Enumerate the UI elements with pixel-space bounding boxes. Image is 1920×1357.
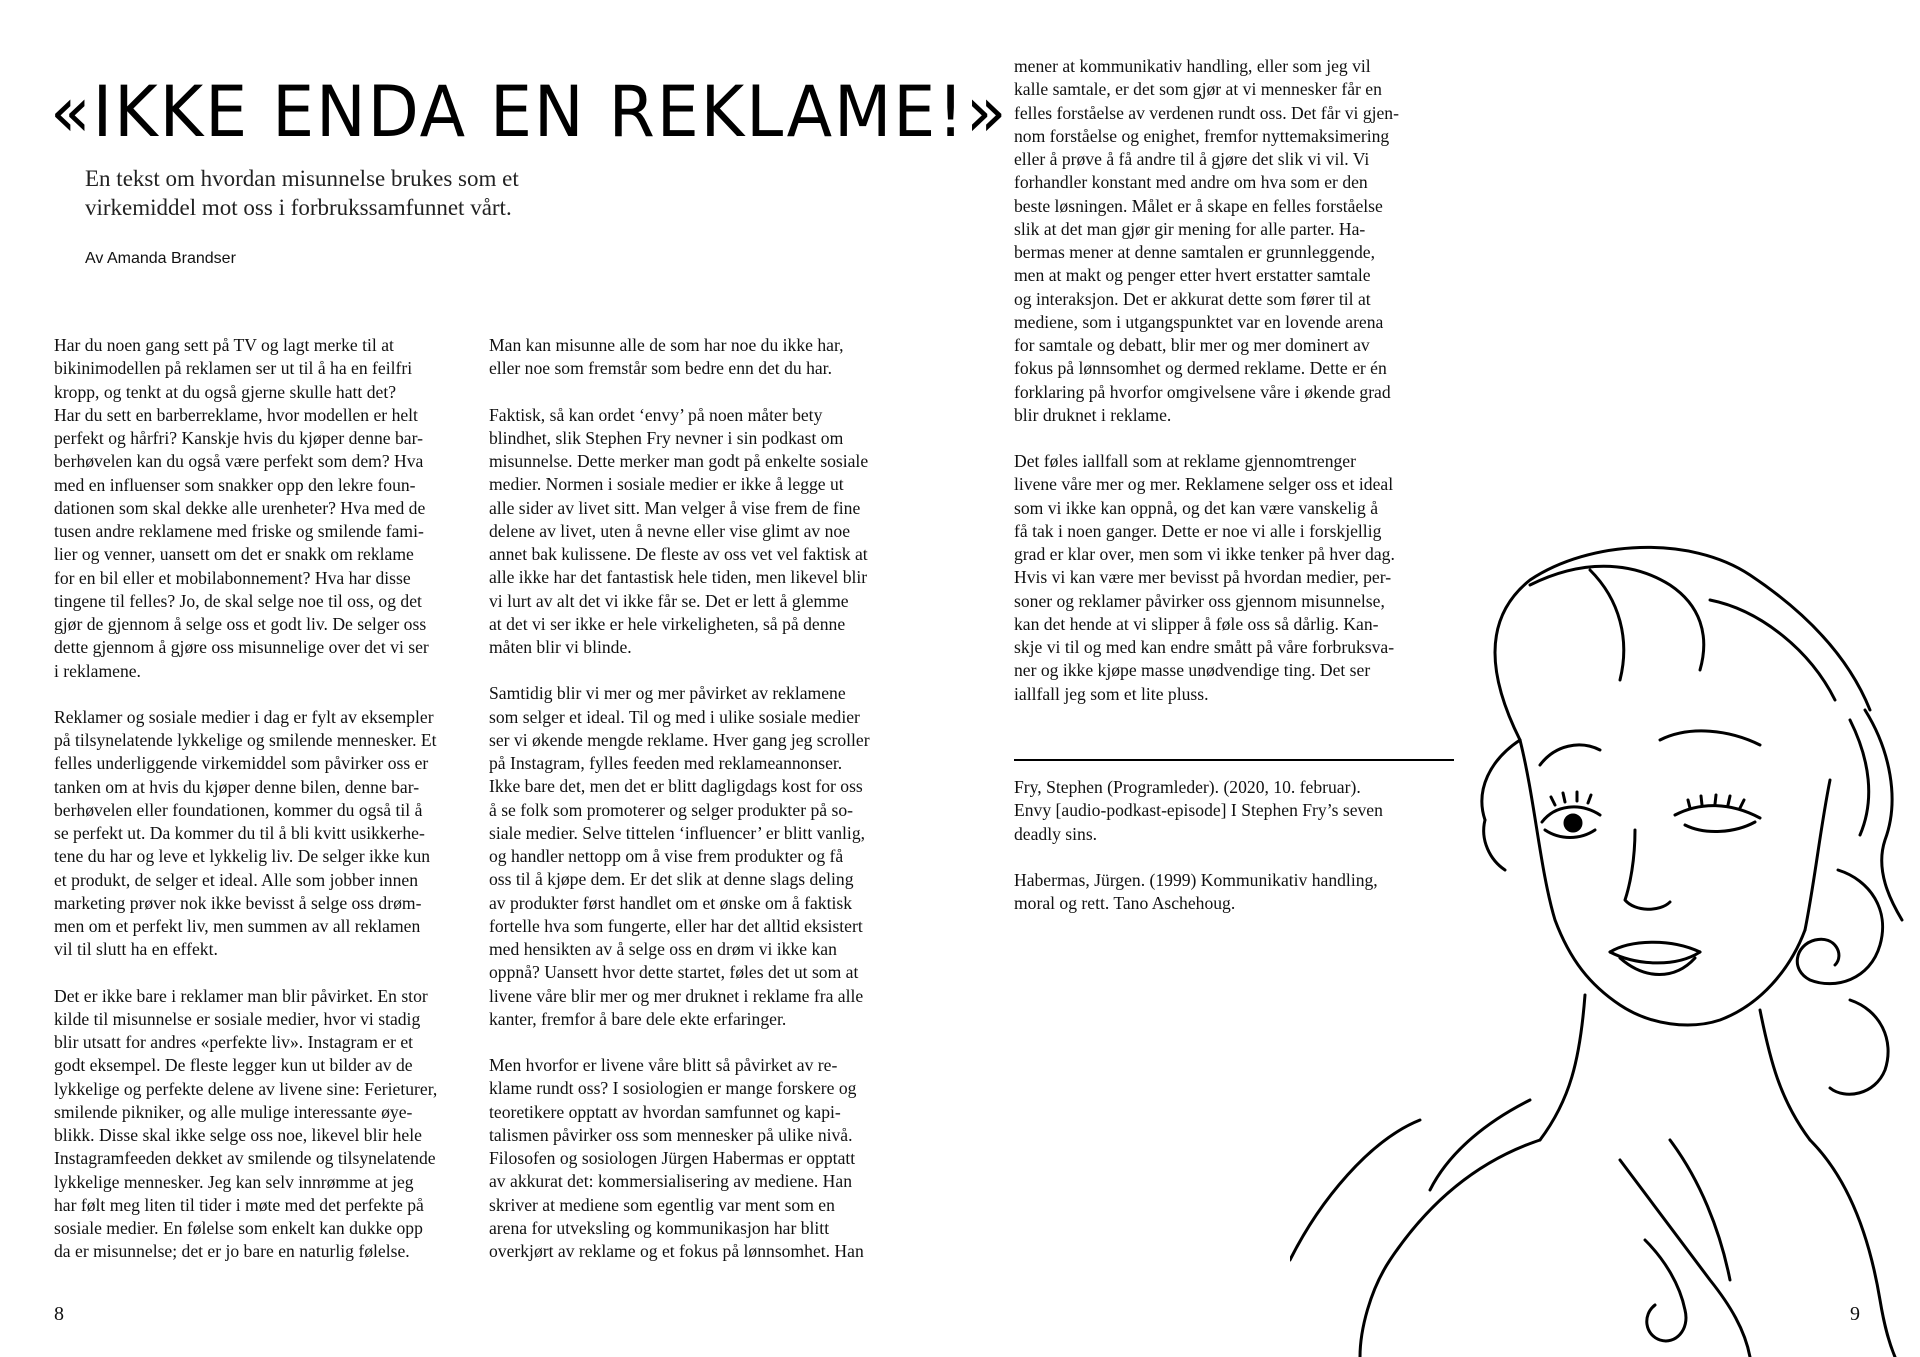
paragraph: Det er ikke bare i reklamer man blir påvirket. En stor kilde til misunnelse er sosiale medier, hvor vi stadig blir utsatt for andres «perfekte liv». Instagram er et godt eksempel. De fleste legger kun ut bilder av de lykkelige og perfekte delene av livene sine: Ferieturer, smilende pikniker, og alle mulige interessante øye- blikk. Disse skal ikke selge oss noe, likevel blir hele Instagramfeeden dekket av smilende og tilsynelatende lykkelige mennesker. Jeg kan selv innrømme at jeg har følt meg liten til tider i møte med det perfekte på sosiale medier. En følelse som enkelt kan dukke opp da er misunnelse; det er jo bare en naturlig følelse. xyxy=(54,985,438,1262)
nose xyxy=(1625,830,1670,909)
paragraph: Det føles iallfall som at reklame gjennomtrenger livene våre mer og mer. Reklamene selger oss et ideal som vi ikke kan oppnå, og det kan være vanskelig å få tak i noen ganger. Dette er noe vi alle i forskjellig grad er klar over, men som vi ikke tenker på hver dag. Hvis vi kan være mer bevisst på hvordan medier, per- soner og reklamer påvirker oss gjennom misunnelse, kan det hende at vi slipper å føle oss så dårlig. Kan- skje vi til og med kan endre smått på våre forbruksva- ner og ikke kjøpe masse unødvendige ting. Det ser iallfall jeg som et lite pluss. xyxy=(1014,451,1395,704)
paragraph: Men hvorfor er livene våre blitt så påvirket av re- klame rundt oss? I sosiologien er mange forskere og teoretikere opptatt av hvordan samfunnet og kapi- talismen påvirker oss som mennesker på ulike nivå. Filosofen og sosiologen Jürgen Habermas er opptatt av akkurat det: kommersialisering av mediene. Han skriver at mediene som egentlig var ment som en arena for utveksling og kommunikasjon har blitt overkjørt av reklame og et fokus på lønnsomhet. Han xyxy=(489,1055,864,1261)
text-column-middle xyxy=(489,334,909,1286)
eyebrows xyxy=(1540,731,1760,765)
paragraph: mener at kommunikativ handling, eller som jeg vil kalle samtale, er det som gjør at vi mennesker får en felles forståelse av verdenen rundt oss. Det får vi gjen- nom forståelse og enighet, fremfor nyttemaksimering eller å prøve å få andre til å gjøre det slik vi vil. Vi forhandler konstant med andre om hva som er den beste løsningen. Målet er å skape en felles forståelse slik at det man gjør gir mening for alle parter. Ha- bermas mener at denne samtalen er grunnleggende, men at makt og penger etter hvert erstatter samtale og interaksjon. Det er akkurat dette som fører til at mediene, som i utgangspunktet var en lovende arena for samtale og debatt, blir mer og mer dominert av fokus på lønnsomhet og dermed reklame. Dette er én forklaring på hvorfor omgivelsene våre i økende grad blir druknet i reklame. xyxy=(1014,56,1399,425)
neck-and-shoulders xyxy=(1290,995,1895,1357)
face-outline xyxy=(1520,740,1830,1025)
article-byline: Av Amanda Brandser xyxy=(85,250,236,267)
mouth xyxy=(1610,942,1700,974)
page-number-left: 8 xyxy=(54,1303,64,1325)
paragraph: Samtidig blir vi mer og mer påvirket av reklamene som selger et ideal. Til og med i ulike sosiale medier ser vi økende mengde reklame. Hver gang jeg scroller på Instagram, fylles feeden med reklameannonser. Ikke bare det, men det er blitt dagligdags kost for oss å se folk som promoterer og selger produkter på so- siale medier. Selve tittelen ‘influencer’ er blitt vanlig, og handler nettopp om å vise frem produkter og få oss til å kjøpe dem. Er det slik at denne slags deling av produkter først handlet om et ønske om å faktisk fortelle hva som fungerte, eller har det alltid eksistert med hensikten av å selge oss en drøm vi ikke kan oppnå? Uansett hvor dette startet, føles det ut som at livene våre blir mer og mer druknet i reklame fra alle kanter, fremfor å bare dele ekte erfaringer. xyxy=(489,683,870,1029)
page-number-right: 9 xyxy=(1850,1303,1860,1325)
article-subtitle: En tekst om hvordan misunnelse brukes som et virkemiddel mot oss i forbrukssamfunnet vårt. xyxy=(85,166,519,220)
woman-line-illustration xyxy=(1290,540,1910,1357)
paragraph: Man kan misunne alle de som har noe du ikke har, eller noe som fremstår som bedre enn det du har. xyxy=(489,335,844,379)
article-title: «IKKE ENDA EN REKLAME!» xyxy=(50,71,1009,153)
paragraph: Faktisk, så kan ordet ‘envy’ på noen måter bety blindhet, slik Stephen Fry nevner i sin podkast om misunnelse. Dette merker man godt på enkelte sosiale medier. Normen i sosiale medier er ikke å legge ut alle sider av livet sitt. Man velger å vise frem de fine delene av livet, uten å nevne eller vise glimt av noe annet bak kulissene. De fleste av oss vet vel faktisk at alle ikke har det fantastisk hele tiden, men likevel blir vi lurt av alt det vi ikke får se. Det er lett å glemme at det vi ser ikke er hele virkeligheten, så på denne måten blir vi blinde. xyxy=(489,404,869,657)
eyes xyxy=(1542,792,1760,838)
text-column-left xyxy=(54,334,474,1287)
hair-outline xyxy=(1482,547,1902,1094)
paragraph: Reklamer og sosiale medier i dag er fylt av eksempler på tilsynelatende lykkelige og smilende mennesker. Et felles underliggende virkemiddel som påvirker oss er tanken om at hvis du kjøper denne bilen, denne bar- berhøvelen eller foundationen, kommer du også til å se perfekt ut. Da kommer du til å bli kvitt usikkerhe- tene du har og leve et lykkelig liv. De selger ikke kun et produkt, de selger et ideal. Alle som jobber innen marketing prøver nok ikke bevisst å selge oss drøm- men om et perfekt liv, men summen av all reklamen vil til slutt ha en effekt. xyxy=(54,706,437,960)
reference-entry: Fry, Stephen (Programleder). (2020, 10. februar). Envy [audio-podkast-episode] I Stephen Fry’s seven deadly sins. xyxy=(1014,777,1383,844)
reference-entry: Habermas, Jürgen. (1999) Kommunikativ handling, moral og rett. Tano Aschehoug. xyxy=(1014,869,1378,913)
paragraph: Har du noen gang sett på TV og lagt merke til at bikinimodellen på reklamen ser ut til å ha en feilfri kropp, og tenkt at du også gjerne skulle hatt det? Har du sett en barberreklame, hvor modellen er helt perfekt og hårfri? Kanskje hvis du kjøper denne bar- berhøvelen kan du også være perfekt som dem? Hva med en influenser som snakker opp den lekre foun- dationen som skal dekke alle urenheter? Hva med de tusen andre reklamene med friske og smilende fami- lier og venner, uansett om det er snakk om reklame for en bil eller et mobilabonnement? Hva har disse tingene til felles? Jo, de skal selge noe til oss, og det gjør de gjennom å selge oss et godt liv. De selger oss dette gjennom å gjøre oss misunnelige over det vi ser i reklamene. xyxy=(54,335,429,681)
